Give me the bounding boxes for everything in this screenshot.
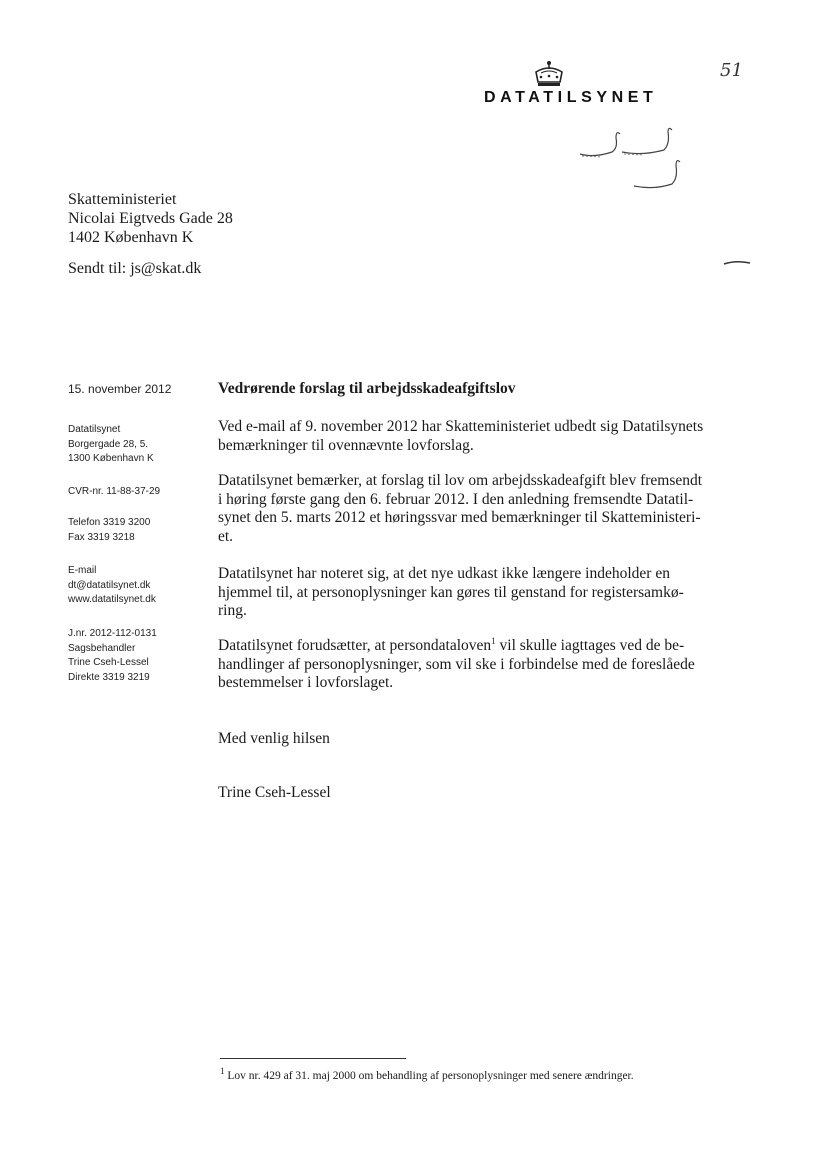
footnote-marker: 1 [220,1066,225,1077]
text-line: Datatilsynet bemærker, at forslag til lov om arbejdsskadeafgift blev fremsendt [218,472,703,489]
text-line [218,637,723,656]
text-line: bestemmelser i lovforslaget. [218,674,394,691]
paragraph-1 [218,418,723,455]
text-line: Ved e-mail af 9. november 2012 har Skatteministeriet udbedt sig Datatilsynets [218,418,704,435]
logo-text: DATATILSYNET [484,89,658,106]
case-handler: Trine Cseh-Lessel [68,657,149,668]
paragraph-4 [218,637,723,693]
recipient-address [68,190,233,247]
text-line: i høring første gang den 6. februar 2012. I den anledning fremsendte Datatil- [218,490,694,508]
recipient-line: Nicolai Eigtveds Gade 28 [68,210,233,227]
text-line: et. [218,527,234,545]
sender-street: Borgergade 28, 5. [68,438,149,450]
footnote-divider [220,1058,406,1059]
sender-address [68,423,154,467]
sender-fax: Fax 3319 3218 [68,531,135,543]
pen-mark [722,258,752,268]
case-handler-label: Sagsbehandler [68,642,136,654]
sender-email: dt@datatilsynet.dk [68,579,151,591]
case-info [68,627,157,685]
sender-phones [68,516,150,545]
sent-to: Sendt til: js@skat.dk [68,260,202,277]
text-span: Datatilsynet forudsætter, at persondataloven [218,637,492,654]
journal-number: J.nr. 2012-112-0131 [68,628,157,639]
text-line: synet den 5. marts 2012 et høringssvar med bemærkninger til Skatteministeri- [218,509,701,526]
text-line: hjemmel til, at personoplysninger kan gøres til genstand for registersamkø- [218,583,684,601]
paragraph-3 [218,565,723,621]
email-label: E-mail [68,565,97,576]
sender-cvr: CVR-nr. 11-88-37-29 [68,486,161,497]
paragraph-2 [218,472,723,546]
text-span: vil skulle iagttages ved de be- [495,637,685,654]
footnote-ref: 1 [491,635,496,646]
handwritten-page-number: 51 [720,60,743,81]
sender-phone: Telefon 3319 3200 [68,517,151,528]
sender-contact [68,564,156,608]
letter-subject: Vedrørende forslag til arbejdsskadeafgiftslov [218,380,516,397]
recipient-line: Skatteministeriet [68,191,177,208]
direct-phone: Direkte 3319 3219 [68,671,150,683]
text-line: Datatilsynet har noteret sig, at det nye udkast ikke længere indeholder en [218,565,670,582]
handwritten-initials [572,118,692,198]
footnote [220,1066,634,1082]
sender-web: www.datatilsynet.dk [68,594,156,605]
text-line: bemærkninger til ovennævnte lovforslag. [218,436,474,454]
crown-icon [532,60,566,90]
signature: Trine Cseh-Lessel [218,784,331,801]
closing: Med venlig hilsen [218,730,330,747]
letter-date: 15. november 2012 [68,382,172,396]
text-line: handlinger af personoplysninger, som vil ske i forbindelse med de foreslåede [218,655,695,673]
sender-city: 1300 København K [68,453,154,464]
text-line: ring. [218,602,247,619]
footnote-text: Lov nr. 429 af 31. maj 2000 om behandling af personoplysninger med senere ændringer. [224,1070,634,1082]
recipient-line: 1402 København K [68,229,194,246]
sender-org: Datatilsynet [68,424,121,435]
